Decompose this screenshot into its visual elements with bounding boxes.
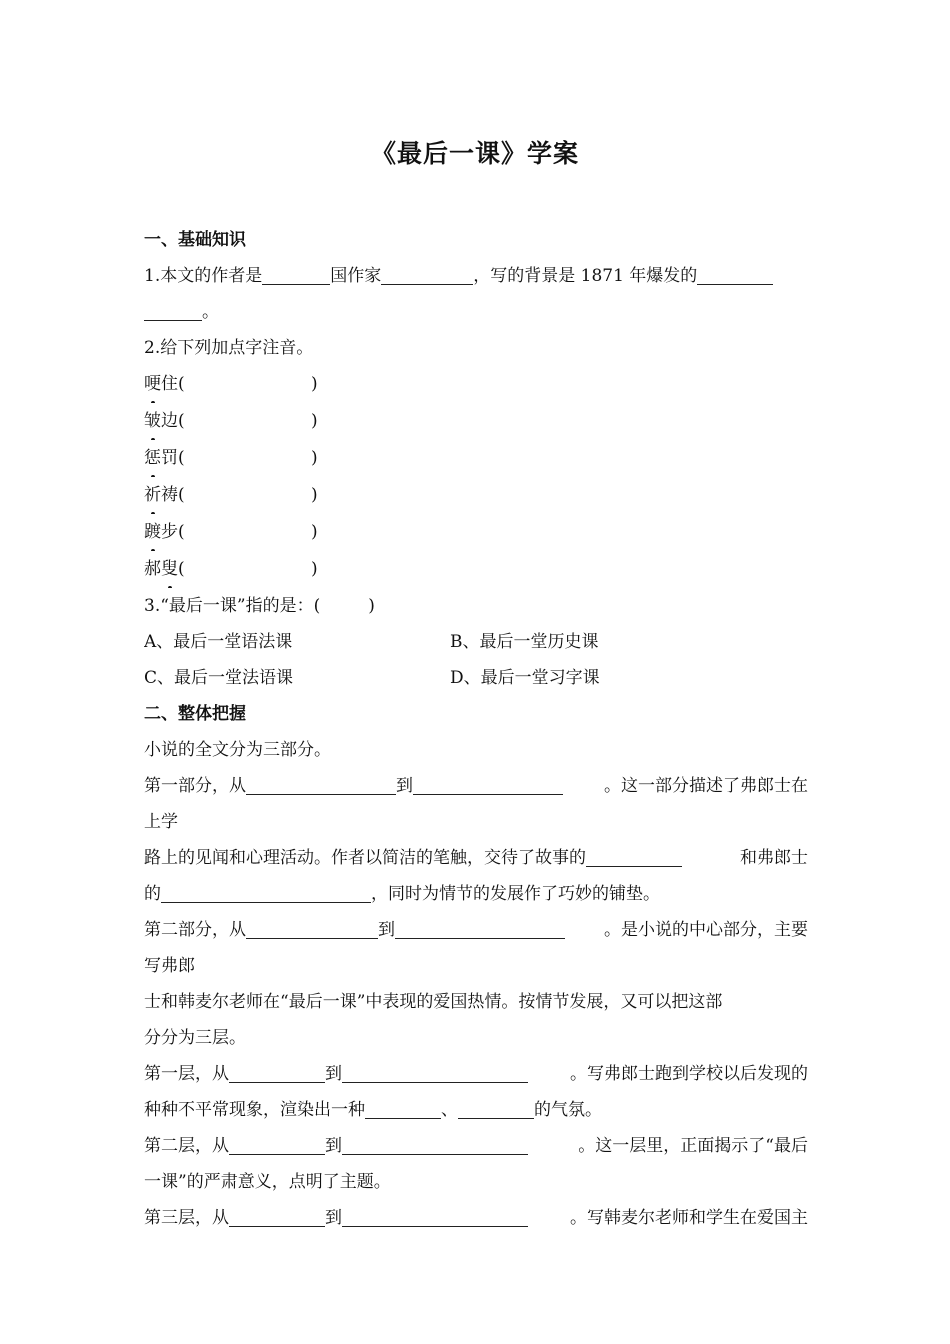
part1-line: 上学 <box>144 812 178 832</box>
word-rest: 步 <box>161 522 178 542</box>
section-heading-overall: 二、整体把握 <box>144 704 246 724</box>
text: 到 <box>378 920 395 940</box>
paren-close: ) <box>311 411 318 431</box>
text: 和弗郎士 <box>740 848 808 868</box>
question-2-prompt: 2.给下列加点字注音。 <box>144 338 314 358</box>
part1-line <box>144 840 808 876</box>
dotted-char: 踱 <box>144 514 161 551</box>
q1-text-2: 国作家 <box>330 266 382 286</box>
blank-layer2-end[interactable] <box>342 1133 528 1155</box>
part2-line: 写弗郎 <box>144 956 195 976</box>
paren-close: ) <box>368 596 375 616</box>
pinyin-answer-box[interactable] <box>185 440 318 477</box>
q3-prompt: 3.“最后一课”指的是：( <box>144 596 321 616</box>
question-3 <box>144 588 808 624</box>
text: 到 <box>325 1136 342 1156</box>
layer3-line <box>144 1200 808 1236</box>
blank-story-background[interactable] <box>586 845 682 867</box>
blank-part1-end[interactable] <box>413 773 563 795</box>
text: 到 <box>325 1208 342 1228</box>
word-first: 郝 <box>144 559 161 579</box>
blank-author[interactable] <box>381 263 473 285</box>
q3-options-row <box>144 624 808 660</box>
pinyin-item <box>144 477 808 514</box>
text: 到 <box>396 776 413 796</box>
paren-open: ( <box>178 411 185 431</box>
text: 、 <box>441 1100 458 1120</box>
q1-text: 1.本文的作者是 <box>144 266 263 286</box>
paren-close: ) <box>311 522 318 542</box>
paren-open: ( <box>178 559 185 579</box>
text: 第一层，从 <box>144 1064 229 1084</box>
dotted-char: 皱 <box>144 403 161 440</box>
text: 。这一层里，正面揭示了“最后 <box>578 1136 808 1156</box>
blank-layer3-end[interactable] <box>342 1205 528 1227</box>
text: 到 <box>325 1064 342 1084</box>
blank-part2-end[interactable] <box>395 917 565 939</box>
text: 第二层，从 <box>144 1136 229 1156</box>
text: 的气氛。 <box>534 1100 602 1120</box>
layer2-line: 一课”的严肃意义，点明了主题。 <box>144 1172 391 1192</box>
page-title: 《最后一课》学案 <box>370 139 579 168</box>
part2-line <box>144 912 808 948</box>
blank-part2-start[interactable] <box>246 917 378 939</box>
text: 。是小说的中心部分，主要 <box>604 920 808 940</box>
pinyin-item <box>144 514 808 551</box>
dotted-char: 惩 <box>144 440 161 477</box>
word-rest: 祷 <box>161 485 178 505</box>
pinyin-answer-box[interactable] <box>185 551 318 588</box>
question-1-cont <box>144 294 808 330</box>
blank-war[interactable] <box>697 263 773 285</box>
layer1-line <box>144 1092 808 1128</box>
section2-intro: 小说的全文分为三部分。 <box>144 740 331 760</box>
blank-franz-state[interactable] <box>161 881 371 903</box>
paren-open: ( <box>178 374 185 394</box>
text: ，同时为情节的发展作了巧妙的铺垫。 <box>371 884 660 904</box>
text: 路上的见闻和心理活动。作者以简洁的笔触，交待了故事的 <box>144 848 586 868</box>
paren-close: ) <box>311 559 318 579</box>
part2-line: 士和韩麦尔老师在“最后一课”中表现的爱国热情。按情节发展，又可以把这部 <box>144 992 723 1012</box>
text: 的 <box>144 884 161 904</box>
dotted-char: 叟 <box>161 551 178 588</box>
paren-close: ) <box>311 485 318 505</box>
text: 。这一部分描述了弗郎士在 <box>604 776 808 796</box>
text: 第一部分，从 <box>144 776 246 796</box>
part1-line <box>144 768 808 804</box>
paren-open: ( <box>178 522 185 542</box>
part1-line <box>144 876 808 912</box>
option-a[interactable]: A、最后一堂语法课 <box>144 632 293 652</box>
dotted-char: 哽 <box>144 366 161 403</box>
question-1 <box>144 258 808 294</box>
layer1-line <box>144 1056 808 1092</box>
blank-war-cont[interactable] <box>144 299 202 321</box>
paren-close: ) <box>311 374 318 394</box>
text: 种种不平常现象，渲染出一种 <box>144 1100 365 1120</box>
blank-layer2-start[interactable] <box>229 1133 325 1155</box>
part2-line: 分分为三层。 <box>144 1028 246 1048</box>
text: 。写韩麦尔老师和学生在爱国主 <box>570 1208 808 1228</box>
paren-close: ) <box>311 448 318 468</box>
blank-layer1-start[interactable] <box>229 1061 325 1083</box>
q1-period: 。 <box>202 302 219 322</box>
blank-atmosphere-2[interactable] <box>458 1097 534 1119</box>
pinyin-answer-box[interactable] <box>185 403 318 440</box>
text: 。写弗郎士跑到学校以后发现的 <box>570 1064 808 1084</box>
blank-part1-start[interactable] <box>246 773 396 795</box>
paren-open: ( <box>178 448 185 468</box>
worksheet-body <box>144 222 808 1236</box>
q3-options-row <box>144 660 808 696</box>
word-rest: 罚 <box>161 448 178 468</box>
option-d[interactable]: D、最后一堂习字课 <box>450 668 600 688</box>
pinyin-item <box>144 366 808 403</box>
option-c[interactable]: C、最后一堂法语课 <box>144 668 294 688</box>
paren-open: ( <box>178 485 185 505</box>
blank-country[interactable] <box>262 263 330 285</box>
pinyin-item <box>144 403 808 440</box>
pinyin-answer-box[interactable] <box>185 477 318 514</box>
text: 第二部分，从 <box>144 920 246 940</box>
pinyin-answer-box[interactable] <box>185 514 318 551</box>
option-b[interactable]: B、最后一堂历史课 <box>450 632 599 652</box>
blank-layer3-start[interactable] <box>229 1205 325 1227</box>
pinyin-answer-box[interactable] <box>185 366 318 403</box>
q1-text-3: ，写的背景是 1871 年爆发的 <box>473 266 698 286</box>
section-heading-basic: 一、基础知识 <box>144 230 246 250</box>
dotted-char: 祈 <box>144 477 161 514</box>
word-rest: 住 <box>161 374 178 394</box>
blank-atmosphere-1[interactable] <box>365 1097 441 1119</box>
text: 第三层，从 <box>144 1208 229 1228</box>
layer2-line <box>144 1128 808 1164</box>
word-rest: 边 <box>161 411 178 431</box>
pinyin-item <box>144 551 808 588</box>
blank-layer1-end[interactable] <box>342 1061 528 1083</box>
pinyin-item <box>144 440 808 477</box>
